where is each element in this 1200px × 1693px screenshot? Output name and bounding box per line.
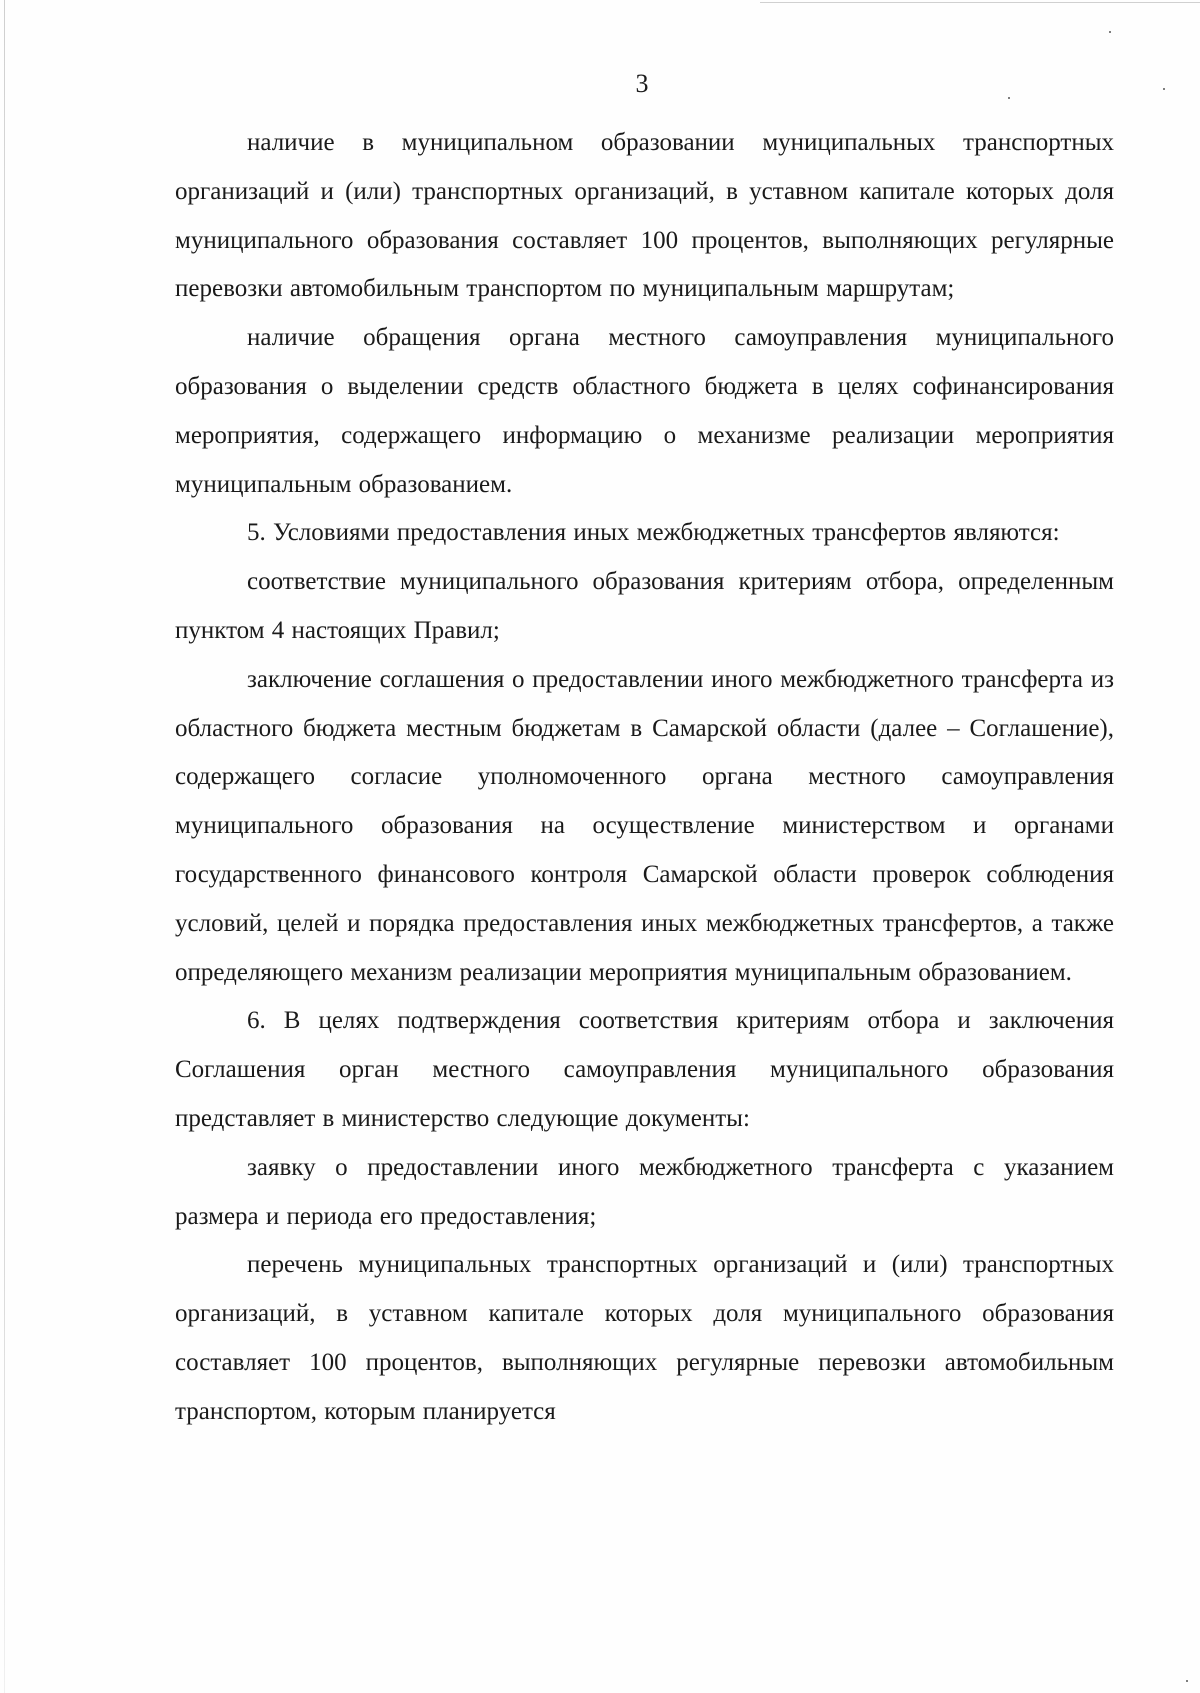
scan-speck [1186,1680,1188,1682]
paragraph: соответствие муниципального образования критериям отбора, определенным пунктом 4 настоящих Правил; [175,568,1114,644]
page-number: 3 [635,69,649,98]
paragraph: заключение соглашения о предоставлении иного межбюджетного трансферта из областного бюджета местным бюджетам в Самарской области (далее – Соглашение), содержащего согласие уполномоченного органа местного самоуправления муниципального образования на осуществление министерством и органами государственного финансового контроля Самарской области проверок соблюдения условий, целей и порядка предоставления иных межбюджетных трансфертов, а также определяющего механизм реализации мероприятия муниципальным образованием. [175,665,1114,986]
document-body [175,119,1114,1437]
scan-edge-left [4,0,5,1693]
paragraph: перечень муниципальных транспортных организаций и (или) транспортных организаций, в уставном капитале которых доля муниципального образования составляет 100 процентов, выполняющих регулярные перевозки автомобильным транспортом, которым планируется [175,1251,1114,1425]
paragraph: заявку о предоставлении иного межбюджетного трансферта с указанием размера и периода его предоставления; [175,1153,1114,1230]
paragraph: наличие обращения органа местного самоуправления муниципального образования о выделении средств областного бюджета в целях софинансирования мероприятия, содержащего информацию о механизме реализации мероприятия муниципальным образованием. [175,324,1114,498]
scan-speck [1109,31,1111,33]
scan-edge-top [760,2,1200,3]
paragraph: 5. Условиями предоставления иных межбюджетных трансфертов являются: [247,519,1060,547]
paragraph: наличие в муниципальном образовании муниципальных транспортных организаций и (или) транспортных организаций, в уставном капитале которых доля муниципального образования составляет 100 процентов, выполняющих регулярные перевозки автомобильным транспортом по муниципальным маршрутам; [175,129,1114,303]
paragraph: 6. В целях подтверждения соответствия критериям отбора и заключения Соглашения орган местного самоуправления муниципального образования представляет в министерство следующие документы: [175,1007,1114,1132]
